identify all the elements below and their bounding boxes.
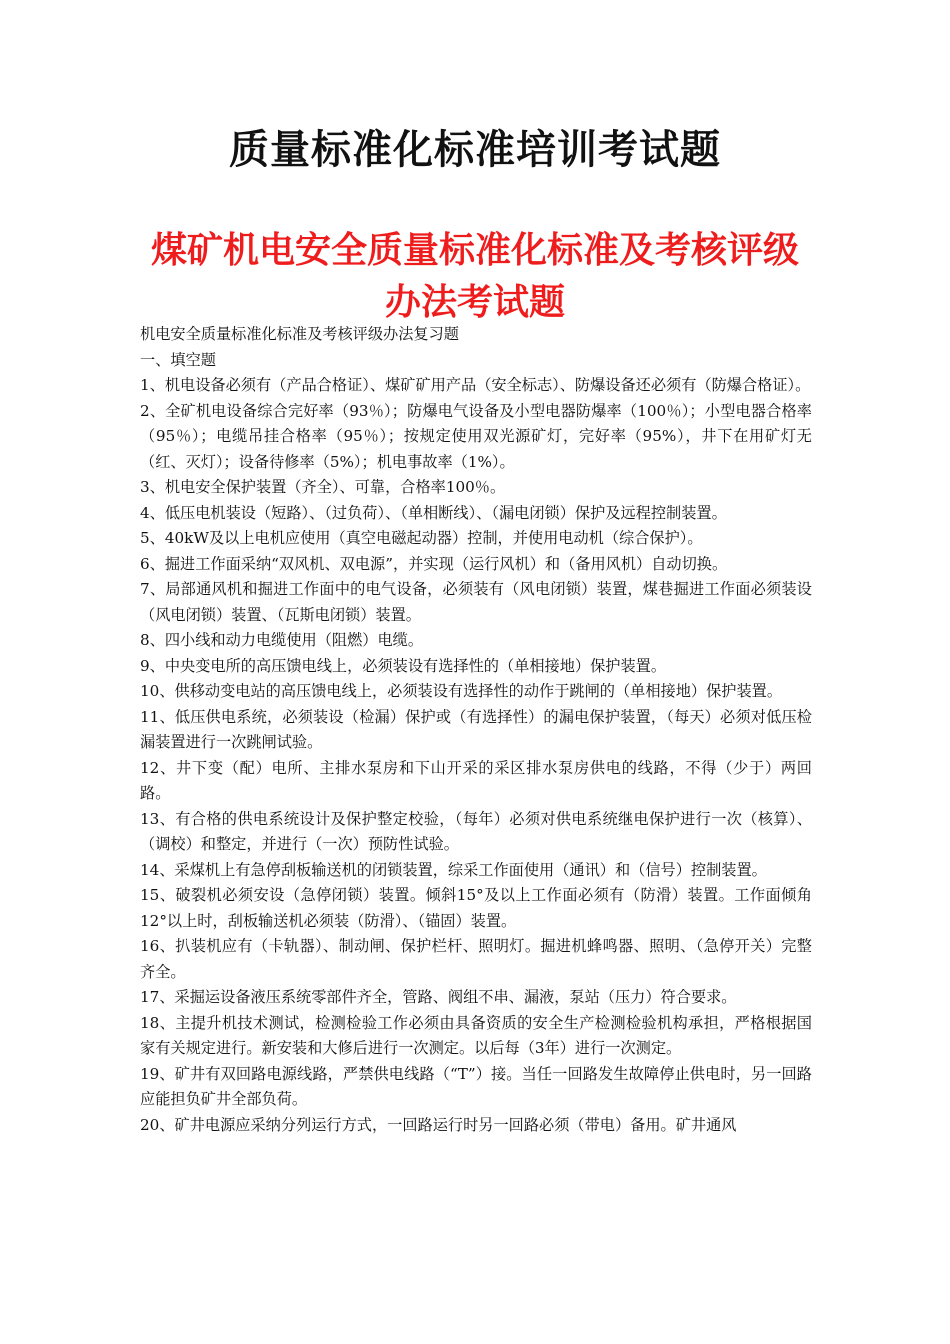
document-body — [140, 322, 812, 1138]
question-item-2: 2、全矿机电设备综合完好率（93％）；防爆电气设备及小型电器防爆率（100％）；小型电器合格率（95％）；电缆吊挂合格率（95％）；按规定使用双光源矿灯，完好率（95%），井下在用矿灯无（红、灭灯）；设备待修率（5%）；机电事故率（1%）。 — [140, 401, 812, 471]
question-item-13: 13、有合格的供电系统设计及保护整定校验，（每年）必须对供电系统继电保护进行一次（核算）、（调校）和整定，并进行（一次）预防性试验。 — [140, 809, 812, 853]
review-subtitle: 机电安全质量标准化标准及考核评级办法复习题 — [140, 325, 459, 343]
section-heading: 一、填空题 — [140, 350, 216, 369]
page-title: 质量标准化标准培训考试题 — [229, 126, 721, 173]
question-item-15: 15、破裂机必须安设（急停闭锁）装置。倾斜15°及以上工作面必须有（防滑）装置。工作面倾角12°以上时，刮板输送机必须装（防滑）、（锚固）装置。 — [140, 886, 812, 930]
red-subtitle-line-1: 煤矿机电安全质量标准化标准及考核评级 — [150, 229, 799, 271]
question-item-7: 7、局部通风机和掘进工作面中的电气设备，必须装有（风电闭锁）装置，煤巷掘进工作面必须装设（风电闭锁）装置、（瓦斯电闭锁）装置。 — [140, 580, 812, 624]
red-subtitle-line-2: 办法考试题 — [384, 281, 565, 323]
question-item-1: 1、机电设备必须有（产品合格证）、煤矿矿用产品（安全标志）、防爆设备还必须有（防爆合格证）。 — [140, 376, 811, 394]
question-item-14: 14、采煤机上有急停刮板输送机的闭锁装置，综采工作面使用（通讯）和（信号）控制装置。 — [140, 860, 767, 879]
question-item-10: 10、供移动变电站的高压馈电线上，必须装设有选择性的动作于跳闸的（单相接地）保护装置。 — [140, 682, 783, 700]
question-item-5: 5、40kW及以上电机应使用（真空电磁起动器）控制，并使用电动机（综合保护）。 — [140, 529, 703, 547]
question-item-19: 19、矿井有双回路电源线路，严禁供电线路（“T”）接。当任一回路发生故障停止供电时，另一回路应能担负矿井全部负荷。 — [140, 1064, 812, 1108]
question-item-20: 20、矿井电源应采纳分列运行方式，一回路运行时另一回路必须（带电）备用。矿井通风 — [140, 1115, 737, 1134]
question-item-4: 4、低压电机装设（短路）、（过负荷）、（单相断线）、（漏电闭锁）保护及远程控制装置。 — [140, 503, 727, 522]
question-item-18: 18、主提升机技术测试，检测检验工作必须由具备资质的安全生产检测检验机构承担，严格根据国家有关规定进行。新安装和大修后进行一次测定。以后每（3年）进行一次测定。 — [140, 1013, 812, 1057]
question-item-9: 9、中央变电所的高压馈电线上，必须装设有选择性的（单相接地）保护装置。 — [140, 656, 667, 675]
question-item-12: 12、井下变（配）电所、主排水泵房和下山开采的采区排水泵房供电的线路，不得（少于）两回路。 — [140, 758, 812, 802]
red-subtitle — [100, 224, 850, 328]
question-item-17: 17、采掘运设备液压系统零部件齐全，管路、阀组不串、漏液，泵站（压力）符合要求。 — [140, 988, 737, 1006]
question-item-6: 6、掘进工作面采纳“双风机、双电源”，并实现（运行风机）和（备用风机）自动切换。 — [140, 554, 728, 573]
question-item-11: 11、低压供电系统，必须装设（检漏）保护或（有选择性）的漏电保护装置，（每天）必须对低压检漏装置进行一次跳闸试验。 — [140, 707, 812, 751]
question-item-16: 16、扒装机应有（卡轨器）、制动闸、保护栏杆、照明灯。掘进机蜂鸣器、照明、（急停开关）完整齐全。 — [140, 937, 812, 981]
question-item-3: 3、机电安全保护装置（齐全）、可靠，合格率100％。 — [140, 478, 506, 496]
question-item-8: 8、四小线和动力电缆使用（阻燃）电缆。 — [140, 631, 424, 649]
